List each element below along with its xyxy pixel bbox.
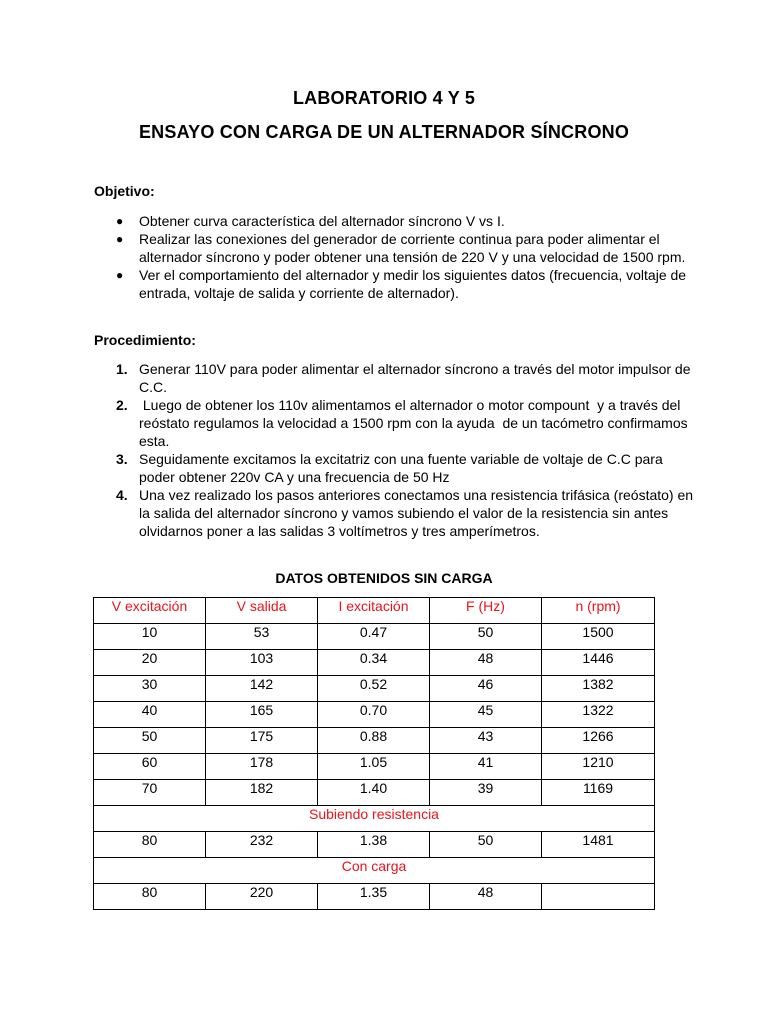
step-number: 4.	[116, 487, 128, 503]
column-header: V excitación	[94, 598, 206, 624]
objective-heading: Objetivo:	[94, 183, 155, 199]
table-cell: 1481	[542, 832, 655, 858]
step-number: 2.	[116, 397, 128, 413]
table-cell: 1266	[542, 728, 655, 754]
table-cell: 0.70	[318, 702, 430, 728]
table-cell: 39	[430, 780, 542, 806]
table-cell: 1.38	[318, 832, 430, 858]
table-header-row	[94, 598, 655, 624]
table-cell: 53	[206, 624, 318, 650]
table-cell: 1.35	[318, 884, 430, 910]
table-cell: 60	[94, 754, 206, 780]
table-cell: 43	[430, 728, 542, 754]
table-row	[94, 884, 655, 910]
table-cell: 50	[430, 832, 542, 858]
data-table	[93, 597, 655, 910]
table-row	[94, 832, 655, 858]
table-title: DATOS OBTENIDOS SIN CARGA	[275, 570, 493, 586]
table-cell: 0.47	[318, 624, 430, 650]
table-cell: 1382	[542, 676, 655, 702]
table-cell: 80	[94, 832, 206, 858]
column-header: F (Hz)	[430, 598, 542, 624]
section-label-rising: Subiendo resistencia	[94, 806, 655, 832]
table-cell: 1.05	[318, 754, 430, 780]
table-cell: 80	[94, 884, 206, 910]
table-cell: 50	[430, 624, 542, 650]
table-cell: 1322	[542, 702, 655, 728]
table-cell: 182	[206, 780, 318, 806]
step-text: Una vez realizado los pasos anteriores conectamos una resistencia trifásica (reóstato) en la salida del alternador síncrono y vamos subiendo el valor de la resistencia sin antes olvidarnos poner a las salidas 3 voltímetros y tres amperímetros.	[139, 487, 694, 539]
table-cell: 103	[206, 650, 318, 676]
table-cell: 175	[206, 728, 318, 754]
table-cell: 10	[94, 624, 206, 650]
procedure-step	[94, 450, 694, 486]
table-body	[94, 624, 655, 806]
column-header: V salida	[206, 598, 318, 624]
table-cell: 40	[94, 702, 206, 728]
table-cell: 48	[430, 650, 542, 676]
table-cell: 1210	[542, 754, 655, 780]
table-cell: 30	[94, 676, 206, 702]
procedure-heading: Procedimiento:	[94, 332, 196, 348]
objective-item: ● Realizar las conexiones del generador de corriente continua para poder alimentar el alternador síncrono y poder obtener una tensión de 220 V y una velocidad de 1500 rpm.	[116, 231, 686, 265]
table-cell: 50	[94, 728, 206, 754]
document-title: LABORATORIO 4 Y 5	[292, 88, 476, 108]
table-row	[94, 754, 655, 780]
table-row	[94, 780, 655, 806]
procedure-step	[94, 360, 694, 396]
table-section-row	[94, 858, 655, 884]
table-cell: 70	[94, 780, 206, 806]
table-cell: 1500	[542, 624, 655, 650]
table-cell: 45	[430, 702, 542, 728]
table-section-row	[94, 806, 655, 832]
bullet-icon: ●	[116, 232, 124, 246]
step-text: Generar 110V para poder alimentar el alternador síncrono a través del motor impulsor de C.C.	[139, 361, 691, 395]
table-row	[94, 728, 655, 754]
table-cell: 0.52	[318, 676, 430, 702]
table-cell: 165	[206, 702, 318, 728]
table-cell: 220	[206, 884, 318, 910]
table-cell	[542, 884, 655, 910]
step-text: Luego de obtener los 110v alimentamos el alternador o motor compount y a través del reóstato regulamos la velocidad a 1500 rpm con la ayuda de un tacómetro confirmamos esta.	[139, 397, 692, 449]
table-row	[94, 702, 655, 728]
table-cell: 178	[206, 754, 318, 780]
step-number: 3.	[116, 451, 128, 467]
bullet-icon: ●	[116, 268, 124, 282]
section-label-load: Con carga	[94, 858, 655, 884]
document-subtitle: ENSAYO CON CARGA DE UN ALTERNADOR SÍNCRONO	[138, 122, 630, 142]
table-cell: 1446	[542, 650, 655, 676]
objective-list	[94, 212, 694, 302]
table-row	[94, 676, 655, 702]
procedure-step	[94, 486, 694, 540]
table-cell: 1169	[542, 780, 655, 806]
table-cell: 48	[430, 884, 542, 910]
table-cell: 46	[430, 676, 542, 702]
table-cell: 20	[94, 650, 206, 676]
column-header: I excitación	[318, 598, 430, 624]
procedure-step	[94, 396, 694, 450]
step-text: Seguidamente excitamos la excitatriz con una fuente variable de voltaje de C.C para poder obtener 220v CA y una frecuencia de 50 Hz	[139, 451, 663, 485]
table-cell: 0.88	[318, 728, 430, 754]
table-cell: 0.34	[318, 650, 430, 676]
step-number: 1.	[116, 361, 128, 377]
table-row	[94, 650, 655, 676]
table-cell: 232	[206, 832, 318, 858]
objective-item: ● Obtener curva característica del alternador síncrono V vs I.	[116, 213, 505, 229]
table-cell: 41	[430, 754, 542, 780]
table-cell: 1.40	[318, 780, 430, 806]
objective-item: ● Ver el comportamiento del alternador y medir los siguientes datos (frecuencia, voltaje de entrada, voltaje de salida y corriente de alternador).	[116, 267, 687, 301]
table-cell: 142	[206, 676, 318, 702]
procedure-list	[94, 360, 694, 540]
table-row	[94, 624, 655, 650]
column-header: n (rpm)	[542, 598, 655, 624]
bullet-icon: ●	[116, 214, 124, 228]
